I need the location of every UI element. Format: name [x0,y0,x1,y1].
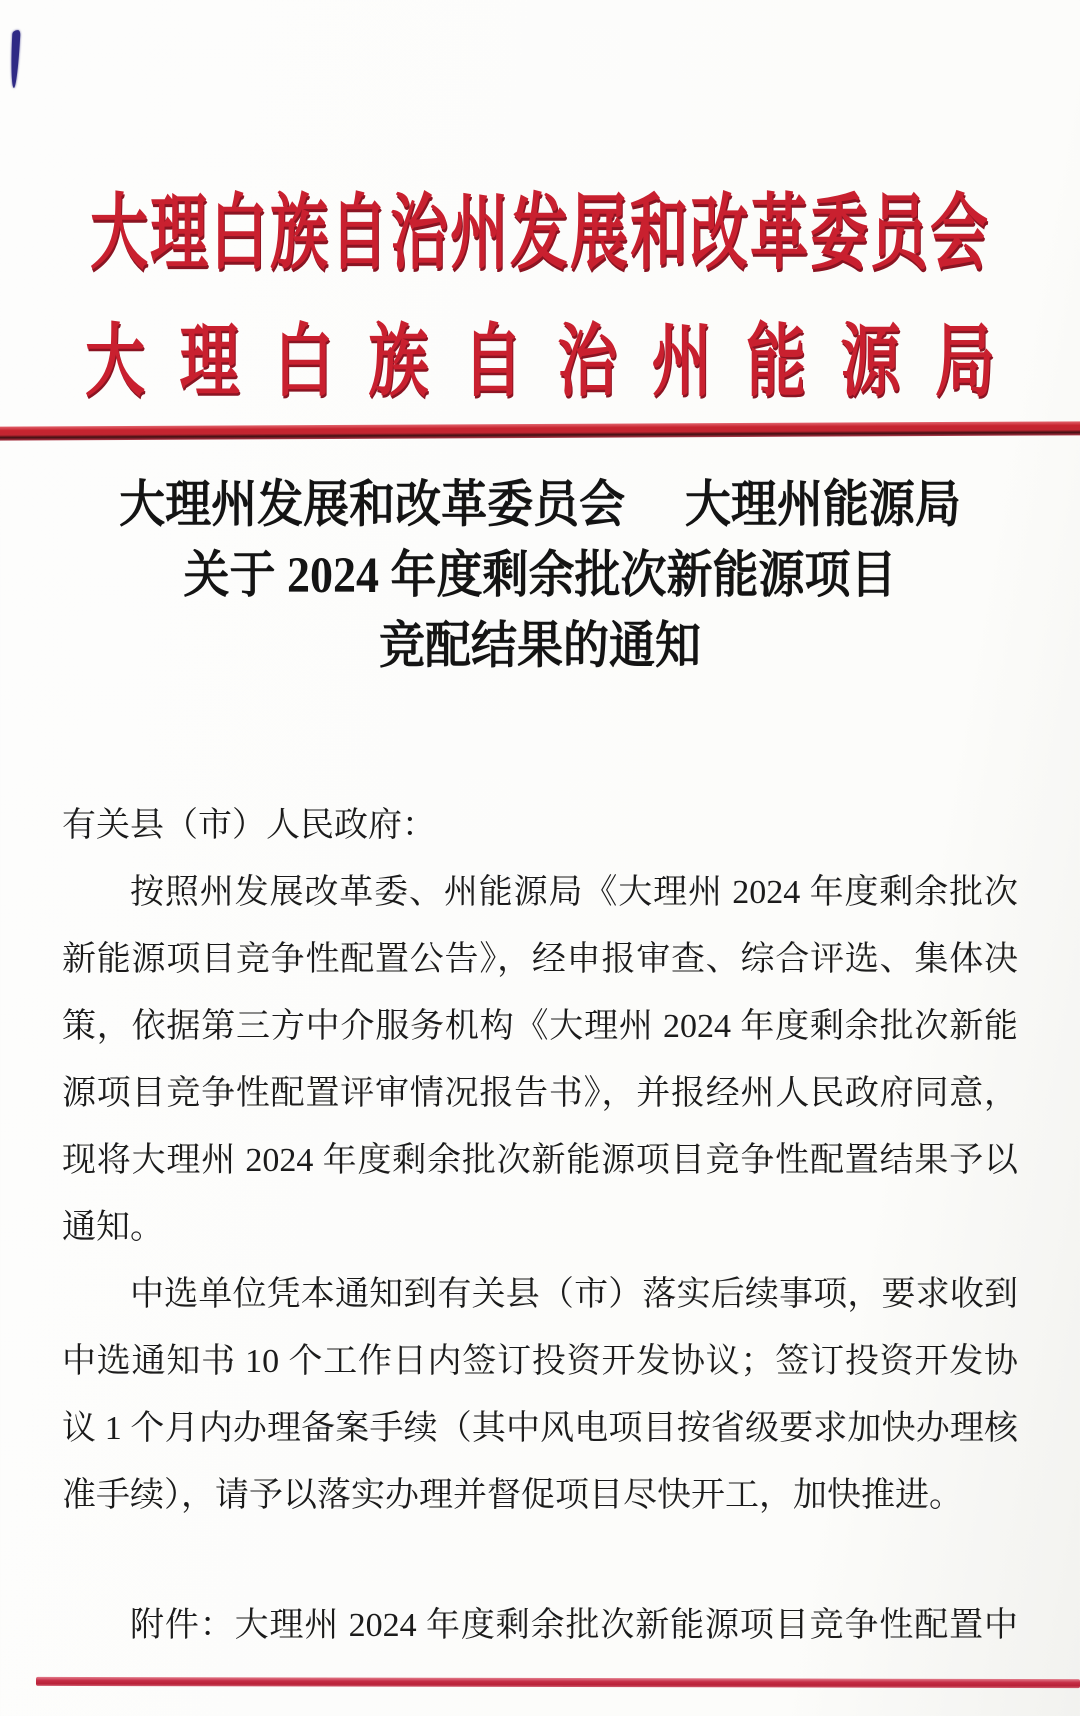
body-line: 按照州发展改革委、州能源局《大理州 2024 年度剩余批次 [130,874,1018,911]
letterhead-line-1: 大理白族自治州发展和改革委员会 [89,187,990,280]
body-line: 源项目竞争性配置评审情况报告书》，并报经州人民政府同意， [62,1075,1018,1112]
document-title [62,470,1018,681]
body-line: 通知。 [62,1209,164,1246]
body-text [62,792,1018,1529]
body-line: 现将大理州 2024 年度剩余批次新能源项目竞争性配置结果予以 [62,1142,1018,1179]
body-line: 准手续），请予以落实办理并督促项目尽快开工，加快推进。 [62,1477,963,1514]
title-org-1: 大理州发展和改革委员会 [119,476,626,533]
red-header-rule [0,421,1080,440]
pen-mark [9,30,20,88]
body-line: 议 1 个月内办理备案手续（其中风电项目按省级要求加快办理核 [62,1410,1018,1447]
body-line: 策，依据第三方中介服务机构《大理州 2024 年度剩余批次新能 [62,1008,1018,1045]
title-line-orgs [62,470,1018,540]
salutation-line: 有关县（市）人民政府： [62,807,436,844]
body-line: 中选通知书 10 个工作日内签订投资开发协议；签订投资开发协 [62,1343,1018,1380]
title-line-3: 竞配结果的通知 [379,617,701,674]
letterhead-line-2: 大理白族自治州能源局 [85,317,995,406]
title-line-2: 关于 2024 年度剩余批次新能源项目 [183,547,897,604]
title-org-2: 大理州能源局 [684,476,961,533]
attachment-line: 附件：大理州 2024 年度剩余批次新能源项目竞争性配置中 [130,1607,1018,1644]
red-bottom-rule [36,1677,1080,1688]
body-line: 新能源项目竞争性配置公告》，经申报审查、综合评选、集体决 [62,941,1018,978]
body-line: 中选单位凭本通知到有关县（市）落实后续事项，要求收到 [130,1276,1018,1313]
